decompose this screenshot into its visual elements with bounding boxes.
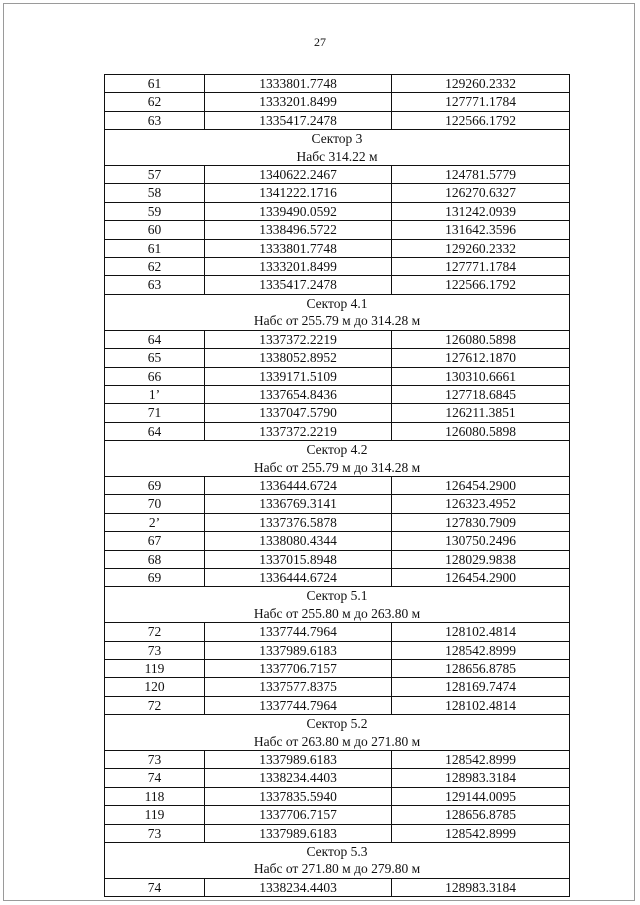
x-coordinate-cell: 1337372.2219 [205,330,392,348]
point-number-cell: 2’ [105,513,205,531]
sector-elevation-row [105,148,570,166]
y-coordinate-cell: 126454.2900 [392,476,570,494]
table-row [105,349,570,367]
point-number-cell: 1’ [105,385,205,403]
x-coordinate-cell: 1341222.1716 [205,184,392,202]
point-number-cell: 120 [105,678,205,696]
sector-title: Сектор 5.3 [105,843,570,861]
table-row [105,330,570,348]
table-row [105,751,570,769]
table-row [105,824,570,842]
table-row [105,258,570,276]
sector-elevation: Набс от 255.79 м до 314.28 м [105,312,570,330]
point-number-cell: 73 [105,751,205,769]
x-coordinate-cell: 1335417.2478 [205,276,392,294]
point-number-cell: 74 [105,769,205,787]
point-number-cell: 69 [105,476,205,494]
point-number-cell: 64 [105,330,205,348]
x-coordinate-cell: 1337744.7964 [205,696,392,714]
y-coordinate-cell: 126080.5898 [392,422,570,440]
x-coordinate-cell: 1338234.4403 [205,769,392,787]
table-row [105,184,570,202]
table-row [105,93,570,111]
sector-header-row [105,441,570,459]
y-coordinate-cell: 128542.8999 [392,641,570,659]
x-coordinate-cell: 1337654.8436 [205,385,392,403]
point-number-cell: 74 [105,878,205,896]
x-coordinate-cell: 1337706.7157 [205,660,392,678]
point-number-cell: 118 [105,787,205,805]
sector-elevation: Набс от 271.80 м до 279.80 м [105,860,570,878]
sector-title: Сектор 5.2 [105,715,570,733]
table-row [105,513,570,531]
sector-elevation: Набс от 263.80 м до 271.80 м [105,733,570,751]
point-number-cell: 62 [105,258,205,276]
point-number-cell: 61 [105,239,205,257]
table-row [105,568,570,586]
table-row [105,75,570,93]
point-number-cell: 61 [105,75,205,93]
point-number-cell: 63 [105,111,205,129]
sector-elevation: Набс от 255.80 м до 263.80 м [105,605,570,623]
y-coordinate-cell: 126270.6327 [392,184,570,202]
table-row [105,878,570,896]
table-row [105,276,570,294]
table-row [105,422,570,440]
y-coordinate-cell: 122566.1792 [392,276,570,294]
y-coordinate-cell: 130750.2496 [392,532,570,550]
y-coordinate-cell: 126454.2900 [392,568,570,586]
point-number-cell: 119 [105,806,205,824]
sector-elevation-row [105,605,570,623]
sector-elevation-row [105,733,570,751]
sector-elevation-row [105,312,570,330]
y-coordinate-cell: 126211.3851 [392,404,570,422]
y-coordinate-cell: 128169.7474 [392,678,570,696]
table-row [105,221,570,239]
x-coordinate-cell: 1337047.5790 [205,404,392,422]
x-coordinate-cell: 1337015.8948 [205,550,392,568]
sector-title: Сектор 4.2 [105,441,570,459]
point-number-cell: 68 [105,550,205,568]
y-coordinate-cell: 130310.6661 [392,367,570,385]
point-number-cell: 65 [105,349,205,367]
y-coordinate-cell: 127771.1784 [392,258,570,276]
x-coordinate-cell: 1337835.5940 [205,787,392,805]
x-coordinate-cell: 1336769.3141 [205,495,392,513]
y-coordinate-cell: 131242.0939 [392,202,570,220]
sector-title: Сектор 5.1 [105,587,570,605]
sector-header-row [105,294,570,312]
x-coordinate-cell: 1333201.8499 [205,258,392,276]
y-coordinate-cell: 128542.8999 [392,751,570,769]
x-coordinate-cell: 1335417.2478 [205,111,392,129]
y-coordinate-cell: 127830.7909 [392,513,570,531]
table-row [105,696,570,714]
sector-title: Сектор 3 [105,130,570,148]
y-coordinate-cell: 128029.9838 [392,550,570,568]
point-number-cell: 66 [105,367,205,385]
sector-header-row [105,130,570,148]
point-number-cell: 119 [105,660,205,678]
point-number-cell: 63 [105,276,205,294]
table-row [105,787,570,805]
point-number-cell: 60 [105,221,205,239]
table-row [105,404,570,422]
sector-header-row [105,843,570,861]
point-number-cell: 70 [105,495,205,513]
table-row [105,239,570,257]
point-number-cell: 67 [105,532,205,550]
x-coordinate-cell: 1333801.7748 [205,239,392,257]
sector-header-row [105,715,570,733]
y-coordinate-cell: 128983.3184 [392,878,570,896]
point-number-cell: 71 [105,404,205,422]
y-coordinate-cell: 128542.8999 [392,824,570,842]
point-number-cell: 62 [105,93,205,111]
point-number-cell: 72 [105,696,205,714]
table-row [105,202,570,220]
y-coordinate-cell: 129144.0095 [392,787,570,805]
table-row [105,476,570,494]
point-number-cell: 64 [105,422,205,440]
point-number-cell: 73 [105,824,205,842]
x-coordinate-cell: 1339171.5109 [205,367,392,385]
coordinates-table-body [105,75,570,897]
table-row [105,678,570,696]
x-coordinate-cell: 1337577.8375 [205,678,392,696]
y-coordinate-cell: 127612.1870 [392,349,570,367]
sector-elevation: Набс 314.22 м [105,148,570,166]
x-coordinate-cell: 1338080.4344 [205,532,392,550]
table-row [105,641,570,659]
y-coordinate-cell: 127771.1784 [392,93,570,111]
x-coordinate-cell: 1338496.5722 [205,221,392,239]
table-row [105,367,570,385]
table-row [105,495,570,513]
y-coordinate-cell: 122566.1792 [392,111,570,129]
y-coordinate-cell: 126323.4952 [392,495,570,513]
sector-header-row [105,587,570,605]
table-row [105,532,570,550]
x-coordinate-cell: 1338234.4403 [205,878,392,896]
page-number: 27 [314,35,326,49]
x-coordinate-cell: 1340622.2467 [205,166,392,184]
table-row [105,769,570,787]
x-coordinate-cell: 1336444.6724 [205,568,392,586]
y-coordinate-cell: 128983.3184 [392,769,570,787]
y-coordinate-cell: 126080.5898 [392,330,570,348]
y-coordinate-cell: 124781.5779 [392,166,570,184]
point-number-cell: 58 [105,184,205,202]
x-coordinate-cell: 1337989.6183 [205,824,392,842]
point-number-cell: 73 [105,641,205,659]
x-coordinate-cell: 1333801.7748 [205,75,392,93]
sector-title: Сектор 4.1 [105,294,570,312]
table-row [105,111,570,129]
table-row [105,623,570,641]
sector-elevation-row [105,459,570,477]
x-coordinate-cell: 1337989.6183 [205,641,392,659]
sector-elevation-row [105,860,570,878]
point-number-cell: 69 [105,568,205,586]
x-coordinate-cell: 1333201.8499 [205,93,392,111]
table-row [105,660,570,678]
y-coordinate-cell: 131642.3596 [392,221,570,239]
coordinates-table [104,74,570,897]
table-row [105,806,570,824]
x-coordinate-cell: 1336444.6724 [205,476,392,494]
x-coordinate-cell: 1339490.0592 [205,202,392,220]
point-number-cell: 59 [105,202,205,220]
sector-elevation: Набс от 255.79 м до 314.28 м [105,459,570,477]
table-row [105,550,570,568]
x-coordinate-cell: 1337372.2219 [205,422,392,440]
x-coordinate-cell: 1337706.7157 [205,806,392,824]
x-coordinate-cell: 1337744.7964 [205,623,392,641]
table-row [105,166,570,184]
table-row [105,385,570,403]
point-number-cell: 72 [105,623,205,641]
x-coordinate-cell: 1338052.8952 [205,349,392,367]
y-coordinate-cell: 128102.4814 [392,623,570,641]
y-coordinate-cell: 128656.8785 [392,806,570,824]
y-coordinate-cell: 127718.6845 [392,385,570,403]
y-coordinate-cell: 129260.2332 [392,239,570,257]
y-coordinate-cell: 128102.4814 [392,696,570,714]
x-coordinate-cell: 1337989.6183 [205,751,392,769]
point-number-cell: 57 [105,166,205,184]
y-coordinate-cell: 129260.2332 [392,75,570,93]
y-coordinate-cell: 128656.8785 [392,660,570,678]
x-coordinate-cell: 1337376.5878 [205,513,392,531]
